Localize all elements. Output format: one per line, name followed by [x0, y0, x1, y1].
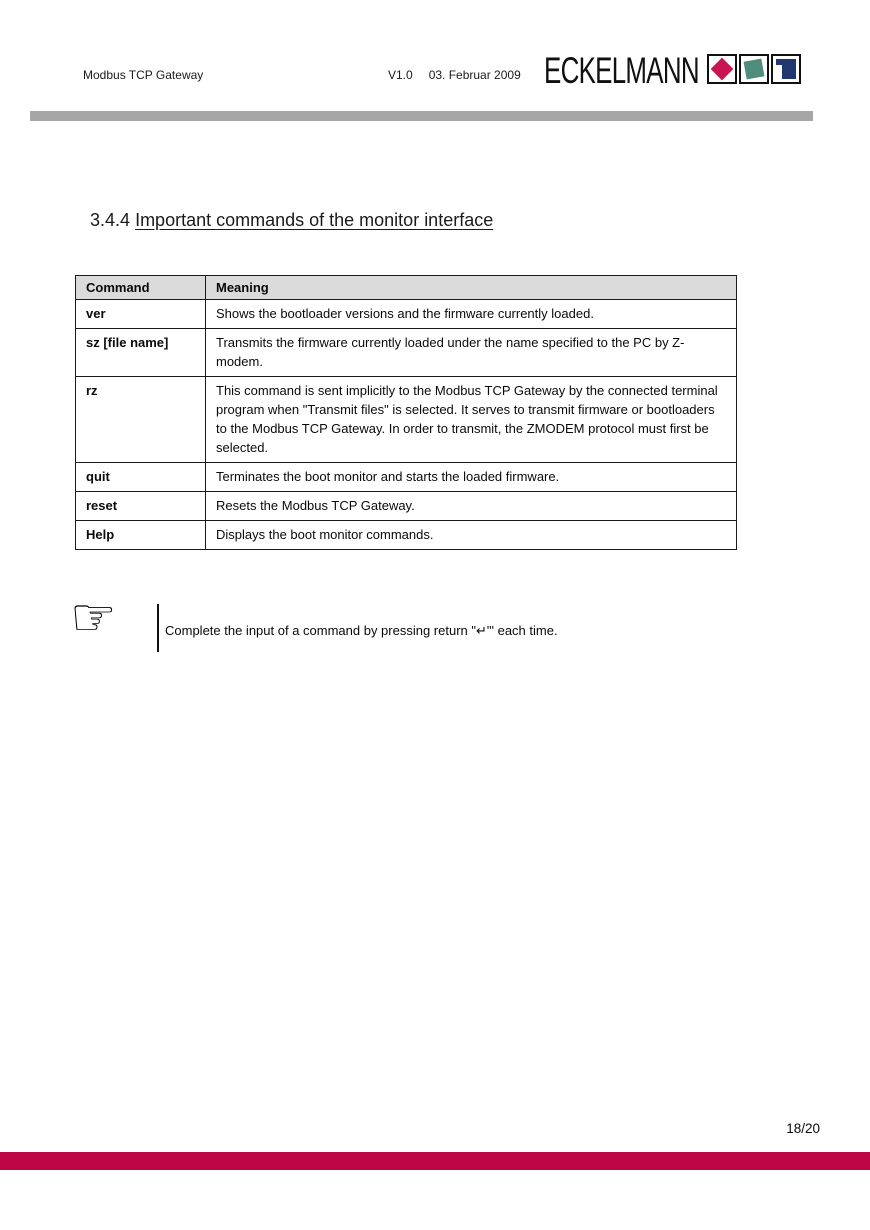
table-row	[76, 300, 737, 329]
logo-wordmark: ECKELMANN	[544, 50, 699, 91]
meaning-cell: Terminates the boot monitor and starts the loaded firmware.	[206, 463, 737, 492]
meaning-cell: This command is sent implicitly to the Modbus TCP Gateway by the connected terminal program when "Transmit files" is selected. It serves to transmit firmware or bootloaders to the Modbus TCP Gateway. In order to transmit, the ZMODEM protocol must first be selected.	[206, 377, 737, 463]
table-row	[76, 329, 737, 377]
page-number: 18/20	[786, 1121, 820, 1136]
flag-icon	[773, 56, 799, 82]
tilted-square-icon	[744, 59, 765, 80]
note-divider	[157, 604, 159, 652]
meaning-cell: Shows the bootloader versions and the firmware currently loaded.	[206, 300, 737, 329]
logo-marks	[707, 54, 801, 84]
commands-table	[75, 275, 737, 550]
column-header-command: Command	[76, 276, 206, 300]
header-version: V1.0	[388, 68, 413, 82]
meaning-cell: Transmits the firmware currently loaded under the name specified to the PC by Z-modem.	[206, 329, 737, 377]
table-row	[76, 492, 737, 521]
footer-bar	[0, 1152, 870, 1170]
section-title: Important commands of the monitor interface	[135, 210, 494, 230]
eckelmann-logo	[544, 50, 765, 91]
table-row	[76, 463, 737, 492]
column-header-meaning: Meaning	[206, 276, 737, 300]
command-cell: quit	[76, 463, 206, 492]
pointing-hand-icon: ☞	[70, 588, 117, 648]
table-row	[76, 521, 737, 550]
header-doc-title: Modbus TCP Gateway	[83, 68, 204, 82]
table-row	[76, 377, 737, 463]
header-date: 03. Februar 2009	[428, 68, 521, 82]
header-rule	[30, 111, 813, 121]
command-cell: reset	[76, 492, 206, 521]
command-cell: rz	[76, 377, 206, 463]
header-version-block	[388, 68, 521, 82]
command-cell: sz [file name]	[76, 329, 206, 377]
logo-teal-box	[739, 54, 769, 84]
section-heading	[90, 210, 493, 231]
note-text: Complete the input of a command by pressing return "↵"' each time.	[165, 623, 558, 638]
command-cell: ver	[76, 300, 206, 329]
section-number: 3.4.4	[90, 210, 131, 230]
meaning-cell: Displays the boot monitor commands.	[206, 521, 737, 550]
meaning-cell: Resets the Modbus TCP Gateway.	[206, 492, 737, 521]
logo-flag-box	[771, 54, 801, 84]
table-header-row	[76, 276, 737, 300]
command-cell: Help	[76, 521, 206, 550]
diamond-icon	[711, 58, 734, 81]
logo-diamond-box	[707, 54, 737, 84]
